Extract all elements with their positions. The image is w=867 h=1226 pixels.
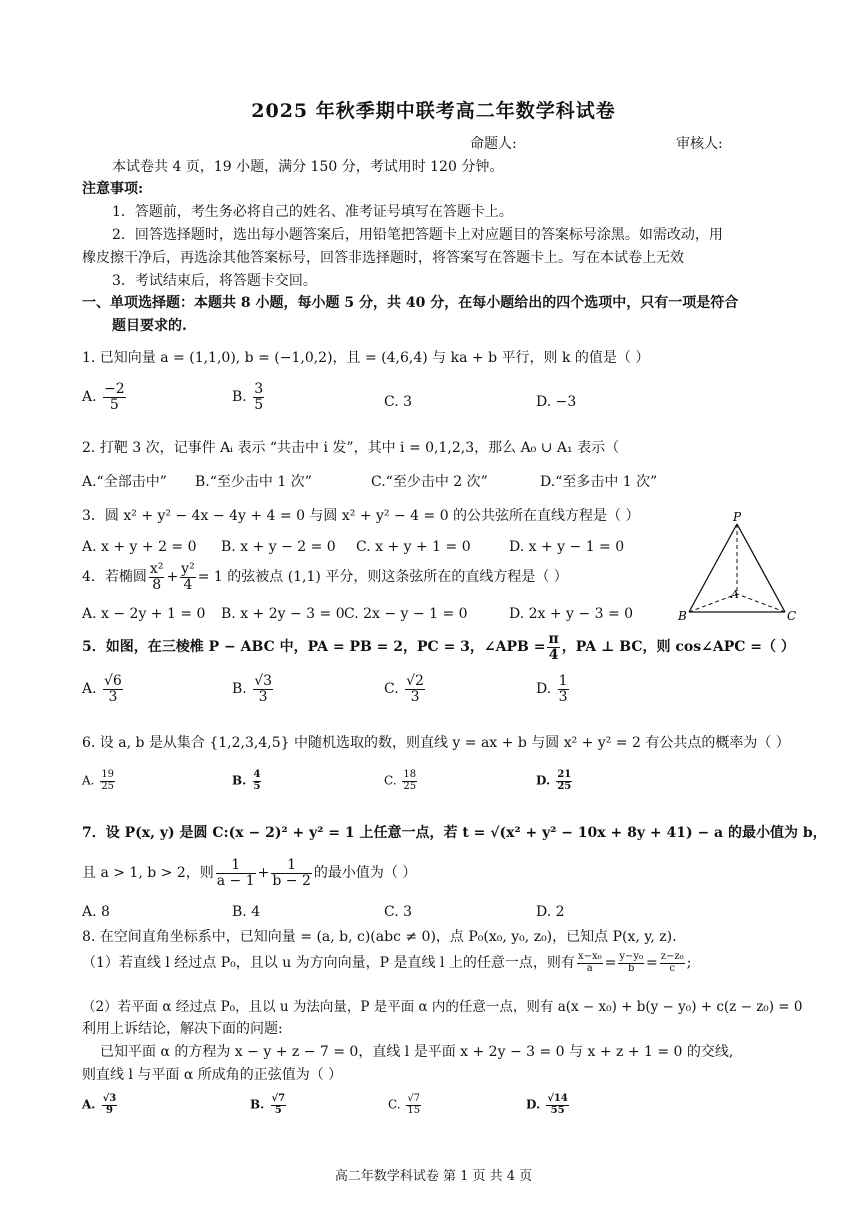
intro-text: 本试卷共 4 页，19 小题，满分 150 分，考试用时 120 分钟。 <box>112 159 504 175</box>
page-footer: 高二年数学科试卷 第 1 页 共 4 页 <box>334 1169 533 1184</box>
q6-option-c-den: 25 <box>403 780 417 792</box>
q5-frac-num: π <box>548 631 559 647</box>
q8-f1-num: x−x₀ <box>577 951 602 962</box>
q2-option-a: A.“全部击中” <box>82 474 167 490</box>
q8-part1-end: ; <box>686 955 692 971</box>
q1-option-c: C. 3 <box>384 394 413 410</box>
q6-stem: 6. 设 a, b 是从集合 {1,2,3,4,5} 中随机选取的数，则直线 y = ax + b 与圆 x² + y² = 2 有公共点的概率为（ ） <box>82 735 790 751</box>
q8-option-d-den: 55 <box>550 1104 565 1116</box>
edge-pb <box>689 524 737 612</box>
q5-option-c <box>384 674 427 704</box>
q5-option-d-num: 1 <box>558 673 568 689</box>
section-heading-line2: 题目要求的. <box>112 318 187 334</box>
q6-option-b-label: B. <box>232 773 247 788</box>
edge-pc <box>737 524 785 612</box>
q6-option-a-den: 25 <box>101 780 115 792</box>
q8-f3-num: z−z₀ <box>660 951 684 962</box>
q4-frac2-num: y² <box>181 561 195 577</box>
q8-option-b <box>250 1094 288 1116</box>
q8-part2: （2）若平面 α 经过点 P₀，且以 u 为法向量，P 是平面 α 内的任意一点，则有 a(x − x₀) + b(y − y₀) + c(z − z₀) = 0 <box>82 999 803 1015</box>
q3-option-b: B. x + y − 2 = 0 <box>221 539 336 555</box>
q7-frac1-num: 1 <box>216 858 256 874</box>
q6-option-d-num: 21 <box>557 769 572 780</box>
notice-item-2a: 2．回答选择题时，选出每小题答案后，用铅笔把答题卡上对应题目的答案标号涂黑。如需改动，用 <box>112 227 723 243</box>
q5-option-b-label: B. <box>232 681 247 698</box>
q8-part1 <box>82 952 691 974</box>
q7-stem-line2 <box>82 858 416 888</box>
q8-f3-den: c <box>669 962 676 974</box>
q4-option-b: B. x + 2y − 3 = 0 <box>221 606 345 622</box>
q5-option-b-num: √3 <box>254 673 273 689</box>
q8-part5: 则直线 l 与平面 α 所成角的正弦值为（ ） <box>82 1067 343 1083</box>
notice-item-3: 3．考试结束后，将答题卡交回。 <box>112 273 317 289</box>
q8-option-c <box>388 1094 423 1116</box>
q3-option-a: A. x + y + 2 = 0 <box>82 539 197 555</box>
q2-stem: 2. 打靶 3 次，记事件 Aᵢ 表示 “共击中 i 发”，其中 i = 0,1,2,3，那么 A₀ ∪ A₁ 表示（ <box>82 440 620 456</box>
q2-option-d: D.“至多击中 1 次” <box>540 474 658 490</box>
q6-option-b-den: 5 <box>253 780 261 792</box>
q1-stem: 1. 已知向量 a = (1,1,0), b = (−1,0,2)，且 = (4,6,4) 与 ka + b 平行，则 k 的值是（ ） <box>82 350 650 366</box>
q6-option-a-num: 19 <box>101 769 115 780</box>
q7-frac2-num: 1 <box>271 858 312 874</box>
q8-option-b-den: 5 <box>274 1104 282 1116</box>
q6-option-c-num: 18 <box>403 769 417 780</box>
q4-option-c: C. 2x − y − 1 = 0 <box>344 606 468 622</box>
q7-stem-line1: 7．设 P(x, y) 是圆 C:(x − 2)² + y² = 1 上任意一点，若 t = √(x² + y² − 10x + 8y + 41) − a 的最小值为 b， <box>82 825 827 841</box>
q4-stem-pre: 4．若椭圆 <box>82 569 147 586</box>
q8-option-d <box>526 1094 571 1116</box>
q1-option-b-label: B. <box>232 389 247 406</box>
reviewer-label: 审核人: <box>676 136 723 152</box>
q8-option-a-den: 9 <box>105 1104 113 1116</box>
q7-frac1-den: a − 1 <box>216 872 255 889</box>
q7-stem2-post: 的最小值为（ ） <box>313 865 417 882</box>
q8-part1-pre: （1）若直线 l 经过点 P₀，且以 u 为方向向量，P 是直线 l 上的任意一点，则有 <box>82 955 575 971</box>
q6-option-d-den: 25 <box>557 780 572 792</box>
q8-option-c-label: C. <box>388 1097 401 1112</box>
notice-heading: 注意事项: <box>82 181 144 197</box>
q6-option-a-label: A. <box>82 773 95 788</box>
q5-option-a-num: √6 <box>104 673 122 689</box>
q8-eq2: = <box>646 955 658 971</box>
q8-f2-den: b <box>627 962 635 974</box>
q4-option-a: A. x − 2y + 1 = 0 <box>82 606 206 622</box>
q5-option-d <box>536 674 571 704</box>
q5-option-c-den: 3 <box>410 688 420 705</box>
q4-plus: + <box>166 569 179 586</box>
q2-option-b: B.“至少击中 1 次” <box>195 474 312 490</box>
q5-option-a-label: A. <box>82 681 97 698</box>
q8-option-b-label: B. <box>250 1097 265 1112</box>
q8-option-d-label: D. <box>526 1097 541 1112</box>
q8-option-a-label: A. <box>82 1097 96 1112</box>
q5-stem-post: ，PA ⊥ BC，则 cos∠APC =（ ） <box>561 639 795 656</box>
q5-option-b <box>232 674 275 704</box>
q4-stem-post: = 1 的弦被点 (1,1) 平分，则这条弦所在的直线方程是（ ） <box>197 569 568 586</box>
notice-item-1: 1．答题前，考生务必将自己的姓名、准考证号填写在答题卡上。 <box>112 204 513 220</box>
q8-option-d-num: √14 <box>547 1093 568 1104</box>
vertex-p-label: P <box>733 510 742 524</box>
edge-ac <box>737 594 785 612</box>
q5-option-c-label: C. <box>384 681 399 698</box>
q4-frac1-den: 8 <box>152 576 162 593</box>
q5-option-a-den: 3 <box>108 688 118 705</box>
tetrahedron-figure <box>675 508 805 626</box>
q4-frac2-den: 4 <box>183 576 193 593</box>
q8-part3: 利用上诉结论，解决下面的问题: <box>82 1021 283 1037</box>
edge-ab <box>689 594 737 612</box>
q5-stem <box>82 632 795 662</box>
q7-option-b: B. 4 <box>232 904 261 920</box>
q3-option-d: D. x + y − 1 = 0 <box>509 539 625 555</box>
q6-option-c <box>384 770 419 792</box>
vertex-a-label: A <box>731 588 739 601</box>
q8-option-c-den: 15 <box>407 1104 421 1116</box>
q1-option-a-den: 5 <box>109 396 119 413</box>
q1-option-a <box>82 382 128 412</box>
q7-plus: + <box>257 865 270 882</box>
notice-item-2b: 橡皮擦干净后，再选涂其他答案标号，回答非选择题时，将答案写在答题卡上。写在本试卷上无效 <box>82 250 684 266</box>
q4-stem <box>82 562 568 592</box>
page-title: 2025 年秋季期中联考高二年数学科试卷 <box>251 100 616 122</box>
q1-option-a-num: −2 <box>104 381 125 397</box>
vertex-b-label: B <box>678 609 687 623</box>
q8-stem: 8. 在空间直角坐标系中，已知向量 = (a, b, c)(abc ≠ 0)，点 P₀(x₀, y₀, z₀)，已知点 P(x, y, z). <box>82 929 677 945</box>
q5-option-d-label: D. <box>536 681 552 698</box>
q5-option-a <box>82 674 125 704</box>
q8-f2-num: y−y₀ <box>619 951 644 962</box>
q3-option-c: C. x + y + 1 = 0 <box>356 539 471 555</box>
section-heading-line1: 一、单项选择题：本题共 8 小题，每小题 5 分，共 40 分，在每小题给出的四个选项中，只有一项是符合 <box>82 295 739 311</box>
q5-option-d-den: 3 <box>558 688 568 705</box>
q7-stem2-pre: 且 a > 1, b > 2，则 <box>82 865 214 882</box>
q1-option-d: D. −3 <box>536 394 577 410</box>
q1-option-b <box>232 382 266 412</box>
q1-option-b-num: 3 <box>254 381 264 397</box>
q8-f1-den: a <box>586 962 593 974</box>
vertex-c-label: C <box>787 609 797 623</box>
q5-option-c-num: √2 <box>406 673 424 689</box>
q5-option-b-den: 3 <box>258 688 268 705</box>
q6-option-d-label: D. <box>536 773 551 788</box>
q7-frac2-den: b − 2 <box>272 872 311 889</box>
q1-option-b-den: 5 <box>254 396 264 413</box>
q4-frac1-num: x² <box>149 561 164 577</box>
q8-option-b-num: √7 <box>271 1093 286 1104</box>
q5-frac-den: 4 <box>548 646 559 663</box>
q6-option-a <box>82 770 117 792</box>
q6-option-d <box>536 770 574 792</box>
q1-option-a-label: A. <box>82 389 97 406</box>
q7-option-c: C. 3 <box>384 904 413 920</box>
q8-part4: 已知平面 α 的方程为 x − y + z − 7 = 0，直线 l 是平面 x + 2y − 3 = 0 与 x + z + 1 = 0 的交线, <box>100 1044 734 1060</box>
q8-option-c-num: √7 <box>407 1093 421 1104</box>
q2-option-c: C.“至少击中 2 次” <box>371 474 488 490</box>
q7-option-a: A. 8 <box>82 904 110 920</box>
q6-option-b-num: 4 <box>253 769 261 780</box>
q7-option-d: D. 2 <box>536 904 565 920</box>
q6-option-b <box>232 770 263 792</box>
q8-eq1: = <box>604 955 617 971</box>
q5-stem-pre: 5．如图，在三棱椎 P − ABC 中，PA = PB = 2，PC = 3，∠APB = <box>82 639 546 656</box>
q8-option-a <box>82 1094 119 1116</box>
q3-stem: 3．圆 x² + y² − 4x − 4y + 4 = 0 与圆 x² + y² − 4 = 0 的公共弦所在直线方程是（ ） <box>82 508 640 524</box>
q6-option-c-label: C. <box>384 773 397 788</box>
setter-label: 命题人: <box>470 136 517 152</box>
q8-option-a-num: √3 <box>102 1093 117 1104</box>
q4-option-d: D. 2x + y − 3 = 0 <box>509 606 634 622</box>
